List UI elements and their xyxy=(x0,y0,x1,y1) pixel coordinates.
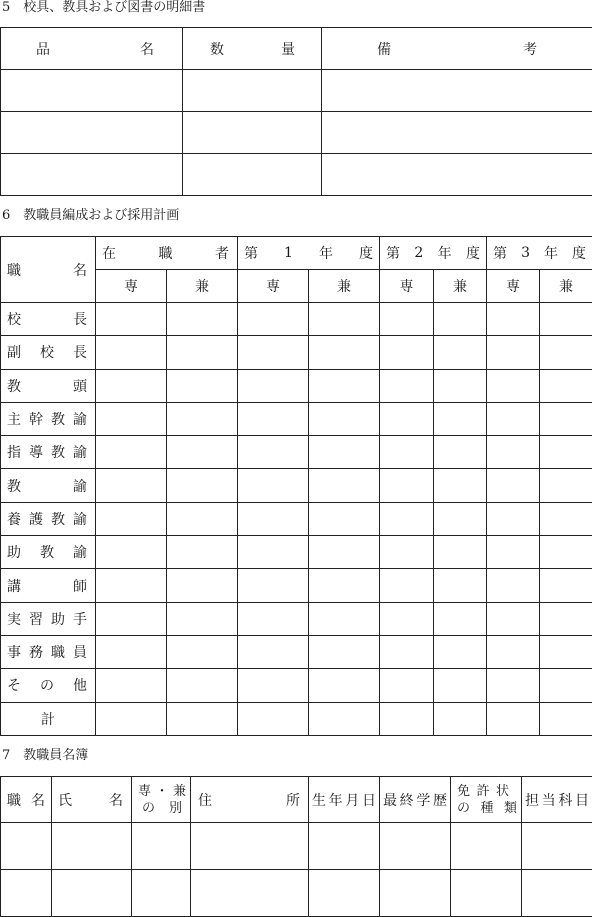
table-row xyxy=(1,402,592,435)
equipment-header-row xyxy=(1,28,592,70)
role-label: 助 教 諭 xyxy=(1,536,96,569)
col-role: 職 名 xyxy=(1,777,52,823)
role-label: 副 校 長 xyxy=(1,336,96,369)
equipment-table xyxy=(0,27,592,196)
table-row xyxy=(1,112,592,154)
roster-header-row xyxy=(1,777,592,823)
col-employment-type: 専 ・ 兼 の 別 xyxy=(132,777,191,823)
staffing-header-row xyxy=(1,237,592,270)
role-label: そ の 他 xyxy=(1,669,96,702)
col-education: 最 終 学 歴 xyxy=(380,777,451,823)
section-7-heading: 7 教職員名簿 xyxy=(2,748,88,764)
col-full-time: 専 xyxy=(380,270,434,303)
col-address: 住 所 xyxy=(191,777,309,823)
table-row xyxy=(1,502,592,535)
col-name: 氏 名 xyxy=(52,777,132,823)
table-row xyxy=(1,436,592,469)
col-subject: 担 当 科 目 xyxy=(522,777,592,823)
role-label: 講 師 xyxy=(1,569,96,602)
role-label: 指 導 教 諭 xyxy=(1,436,96,469)
table-row xyxy=(1,569,592,602)
col-year-3: 第 3 年 度 xyxy=(487,237,592,270)
table-row xyxy=(1,369,592,402)
table-row xyxy=(1,336,592,369)
col-license-type: 免 許 状 の 種 類 xyxy=(451,777,522,823)
role-label: 教 頭 xyxy=(1,369,96,402)
col-role: 職 名 xyxy=(1,237,96,303)
col-part-time: 兼 xyxy=(434,270,487,303)
table-row xyxy=(1,635,592,668)
table-row xyxy=(1,70,592,112)
staffing-rows xyxy=(1,303,592,703)
col-current-staff: 在 職 者 xyxy=(96,237,238,270)
role-label: 養 護 教 諭 xyxy=(1,502,96,535)
col-part-time: 兼 xyxy=(167,270,238,303)
role-label: 事 務 職 員 xyxy=(1,635,96,668)
section-6-heading: 6 教職員編成および採用計画 xyxy=(2,208,179,224)
table-row xyxy=(1,536,592,569)
col-year-1: 第 1 年 度 xyxy=(238,237,380,270)
table-row xyxy=(1,154,592,196)
role-label: 教 諭 xyxy=(1,469,96,502)
total-label: 計 xyxy=(1,702,96,735)
role-label: 主 幹 教 諭 xyxy=(1,402,96,435)
col-part-time: 兼 xyxy=(540,270,592,303)
col-item-name: 品 名 xyxy=(1,28,183,70)
role-label: 実 習 助 手 xyxy=(1,602,96,635)
total-row xyxy=(1,702,592,735)
col-full-time: 専 xyxy=(96,270,167,303)
role-label: 校 長 xyxy=(1,303,96,336)
col-year-2: 第 2 年 度 xyxy=(380,237,487,270)
col-full-time: 専 xyxy=(238,270,309,303)
table-row xyxy=(1,602,592,635)
staff-roster-table xyxy=(0,776,592,917)
table-row xyxy=(1,303,592,336)
col-full-time: 専 xyxy=(487,270,540,303)
col-part-time: 兼 xyxy=(309,270,380,303)
col-quantity: 数 量 xyxy=(183,28,322,70)
table-row xyxy=(1,669,592,702)
table-row xyxy=(1,823,592,870)
col-birth-date: 生 年 月 日 xyxy=(309,777,380,823)
staffing-table xyxy=(0,236,592,736)
col-remarks: 備 考 xyxy=(322,28,592,70)
section-5-heading: 5 校具、教具および図書の明細書 xyxy=(2,0,205,16)
table-row xyxy=(1,469,592,502)
table-row xyxy=(1,870,592,917)
